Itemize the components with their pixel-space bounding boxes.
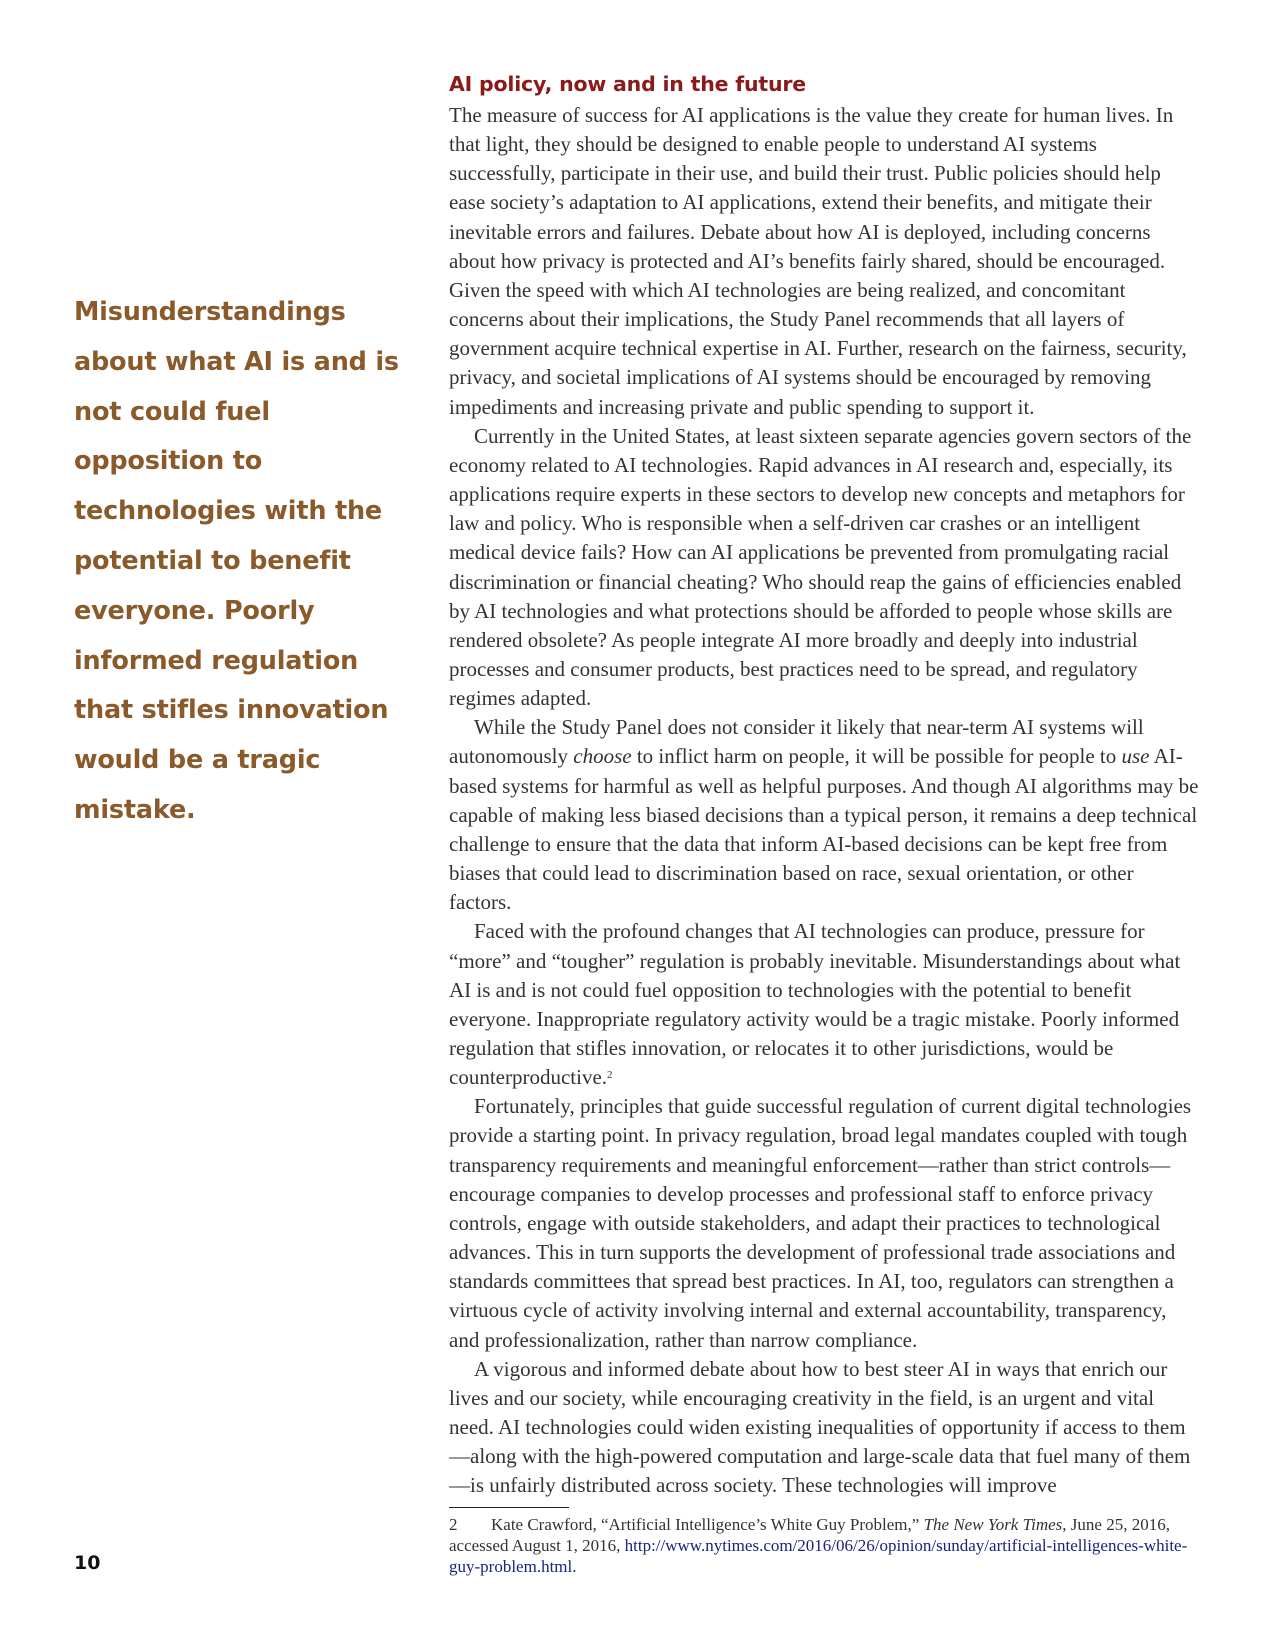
page-number: 10	[74, 1552, 101, 1574]
paragraph-6: A vigorous and informed debate about how to best steer AI in ways that enrich our lives and our society, while encouraging creativity in the field, is an urgent and vital need. AI technologies could widen existing inequalities of opportunity if access to them—along with the high-powered computation and large-scale data that fuel many of them—is unfairly distributed across society. These technologies will improve	[449, 1356, 1191, 1498]
footnote-link[interactable]: http://www.nytimes.com/2016/06/26/opinion/sunday/artificial-intelligences-white-guy-problem.html.	[449, 1536, 1188, 1576]
footnote-number: 2	[449, 1515, 458, 1534]
paragraph-3	[449, 713, 1199, 917]
paragraph-5: Fortunately, principles that guide successful regulation of current digital technologies provide a starting point. In privacy regulation, broad legal mandates coupled with tough transparency requirements and meaningful enforcement—rather than strict controls—encourage companies to develop processes and professional staff to enforce privacy controls, engage with outside stakeholders, and adapt their practices to technological advances. This in turn supports the development of professional trade associations and standards committees that spread best practices. In AI, too, regulators can strengthen a virtuous cycle of activity involving internal and external accountability, transparency, and professionalization, rather than narrow compliance.	[449, 1094, 1192, 1352]
footnote-text-b: , June 25, 2016, accessed August 1, 2016,	[449, 1515, 1170, 1555]
paragraph-3-part-b: to inflict harm on people, it will be possible for people to	[636, 744, 1117, 769]
emphasis-use: use	[1121, 744, 1150, 769]
emphasis-choose: choose	[573, 744, 632, 769]
paragraph-2: Currently in the United States, at least sixteen separate agencies govern sectors of the economy related to AI technologies. Rapid advances in AI research and, especially, its applications require experts in these sectors to develop new concepts and metaphors for law and policy. Who is responsible when a self-driven car crashes or an intelligent medical device fails? How can AI applications be prevented from promulgating racial discrimination or financial cheating? Who should reap the gains of efficiencies enabled by AI technologies and what protections should be afforded to people whose skills are rendered obsolete? As people integrate AI more broadly and deeply into industrial processes and consumer products, best practices need to be spread, and regulatory regimes adapted.	[449, 423, 1192, 711]
main-column	[449, 68, 1199, 1501]
footnote	[449, 1514, 1199, 1577]
paragraph-3-part-a: While the Study Panel does not consider it likely that near-term AI systems will autonomously	[449, 715, 1144, 769]
footnote-text-a: Kate Crawford, “Artificial Intelligence’s White Guy Problem,”	[491, 1515, 920, 1534]
footnote-publication: The New York Times	[923, 1515, 1063, 1534]
section-heading: AI policy, now and in the future	[449, 72, 806, 96]
footnote-divider	[449, 1507, 569, 1508]
paragraph-1: The measure of success for AI applications is the value they create for human lives. In that light, they should be designed to enable people to understand AI systems successfully, participate in their use, and build their trust. Public policies should help ease society’s adaptation to AI applications, extend their benefits, and mitigate their inevitable errors and failures. Debate about how AI is deployed, including concerns about how privacy is protected and AI’s benefits fairly shared, should be encouraged. Given the speed with which AI technologies are being realized, and concomitant concerns about their implications, the Study Panel recommends that all layers of government acquire technical expertise in AI. Further, research on the fairness, security, privacy, and societal implications of AI systems should be encouraged by removing impediments and increasing private and public spending to support it.	[449, 103, 1187, 419]
pull-quote: Misunderstandings about what AI is and is not could fuel opposition to technologies with the potential to benefit everyone. Poorly informed regulation that stifles innovation would be a tragic mistake.	[74, 297, 399, 825]
paragraph-3-part-c: AI-based systems for harmful as well as helpful purposes. And though AI algorithms may be capable of making less biased decisions than a typical person, it remains a deep technical challenge to ensure that the data that inform AI-based decisions can be kept free from biases that could lead to discrimination based on race, sexual orientation, or other factors.	[449, 744, 1199, 915]
paragraph-4-text: Faced with the profound changes that AI technologies can produce, pressure for “more” and “tougher” regulation is probably inevitable. Misunderstandings about what AI is and is not could fuel opposition to technologies with the potential to benefit everyone. Inappropriate regulatory activity would be a tragic mistake. Poorly informed regulation that stifles innovation, or relocates it to other jurisdictions, would be counterproductive.	[449, 919, 1181, 1090]
footnote-reference[interactable]: 2	[607, 1069, 613, 1082]
paragraph-4	[449, 917, 1199, 1092]
